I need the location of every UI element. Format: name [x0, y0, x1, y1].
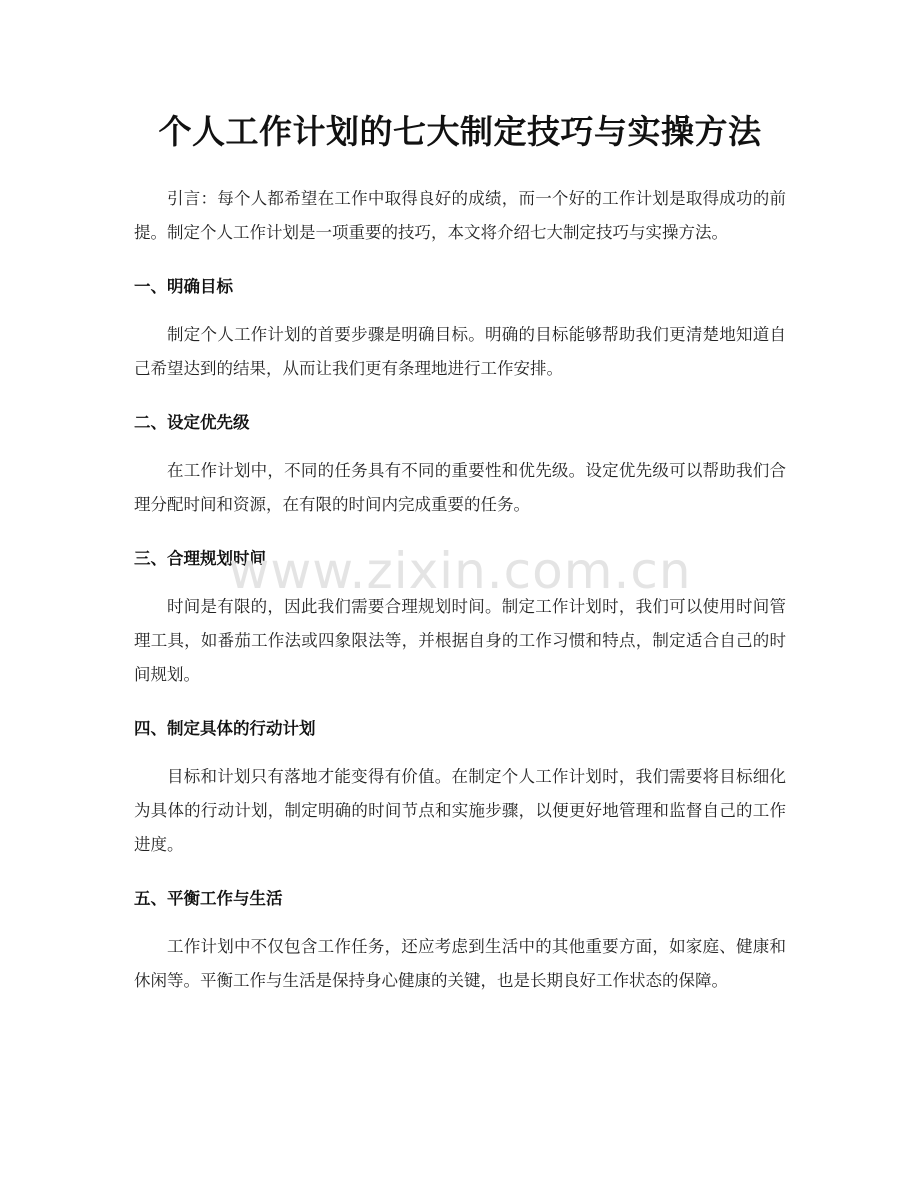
intro-paragraph: 引言：每个人都希望在工作中取得良好的成绩，而一个好的工作计划是取得成功的前提。制定个人工作计划是一项重要的技巧，本文将介绍七大制定技巧与实操方法。	[134, 189, 786, 242]
section-heading: 二、设定优先级	[134, 413, 250, 432]
section-body: 制定个人工作计划的首要步骤是明确目标。明确的目标能够帮助我们更清楚地知道自己希望达到的结果，从而让我们更有条理地进行工作安排。	[134, 325, 786, 378]
section-heading: 一、明确目标	[134, 277, 233, 296]
section-3	[134, 542, 786, 692]
section-body: 工作计划中不仅包含工作任务，还应考虑到生活中的其他重要方面，如家庭、健康和休闲等。平衡工作与生活是保持身心健康的关键，也是长期良好工作状态的保障。	[134, 937, 786, 990]
section-1	[134, 270, 786, 386]
section-body: 时间是有限的，因此我们需要合理规划时间。制定工作计划时，我们可以使用时间管理工具，如番茄工作法或四象限法等，并根据自身的工作习惯和特点，制定适合自己的时间规划。	[134, 597, 786, 684]
watermark: www.zixin.com.cn	[228, 542, 692, 600]
section-body: 在工作计划中，不同的任务具有不同的重要性和优先级。设定优先级可以帮助我们合理分配时间和资源，在有限的时间内完成重要的任务。	[134, 461, 786, 514]
section-heading: 四、制定具体的行动计划	[134, 719, 316, 738]
section-heading: 三、合理规划时间	[134, 549, 266, 568]
section-4	[134, 712, 786, 862]
section-2	[134, 406, 786, 522]
document-title: 个人工作计划的七大制定技巧与实操方法	[158, 112, 762, 151]
section-body: 目标和计划只有落地才能变得有价值。在制定个人工作计划时，我们需要将目标细化为具体的行动计划，制定明确的时间节点和实施步骤，以便更好地管理和监督自己的工作进度。	[134, 767, 786, 854]
section-heading: 五、平衡工作与生活	[134, 889, 283, 908]
section-5	[134, 882, 786, 998]
